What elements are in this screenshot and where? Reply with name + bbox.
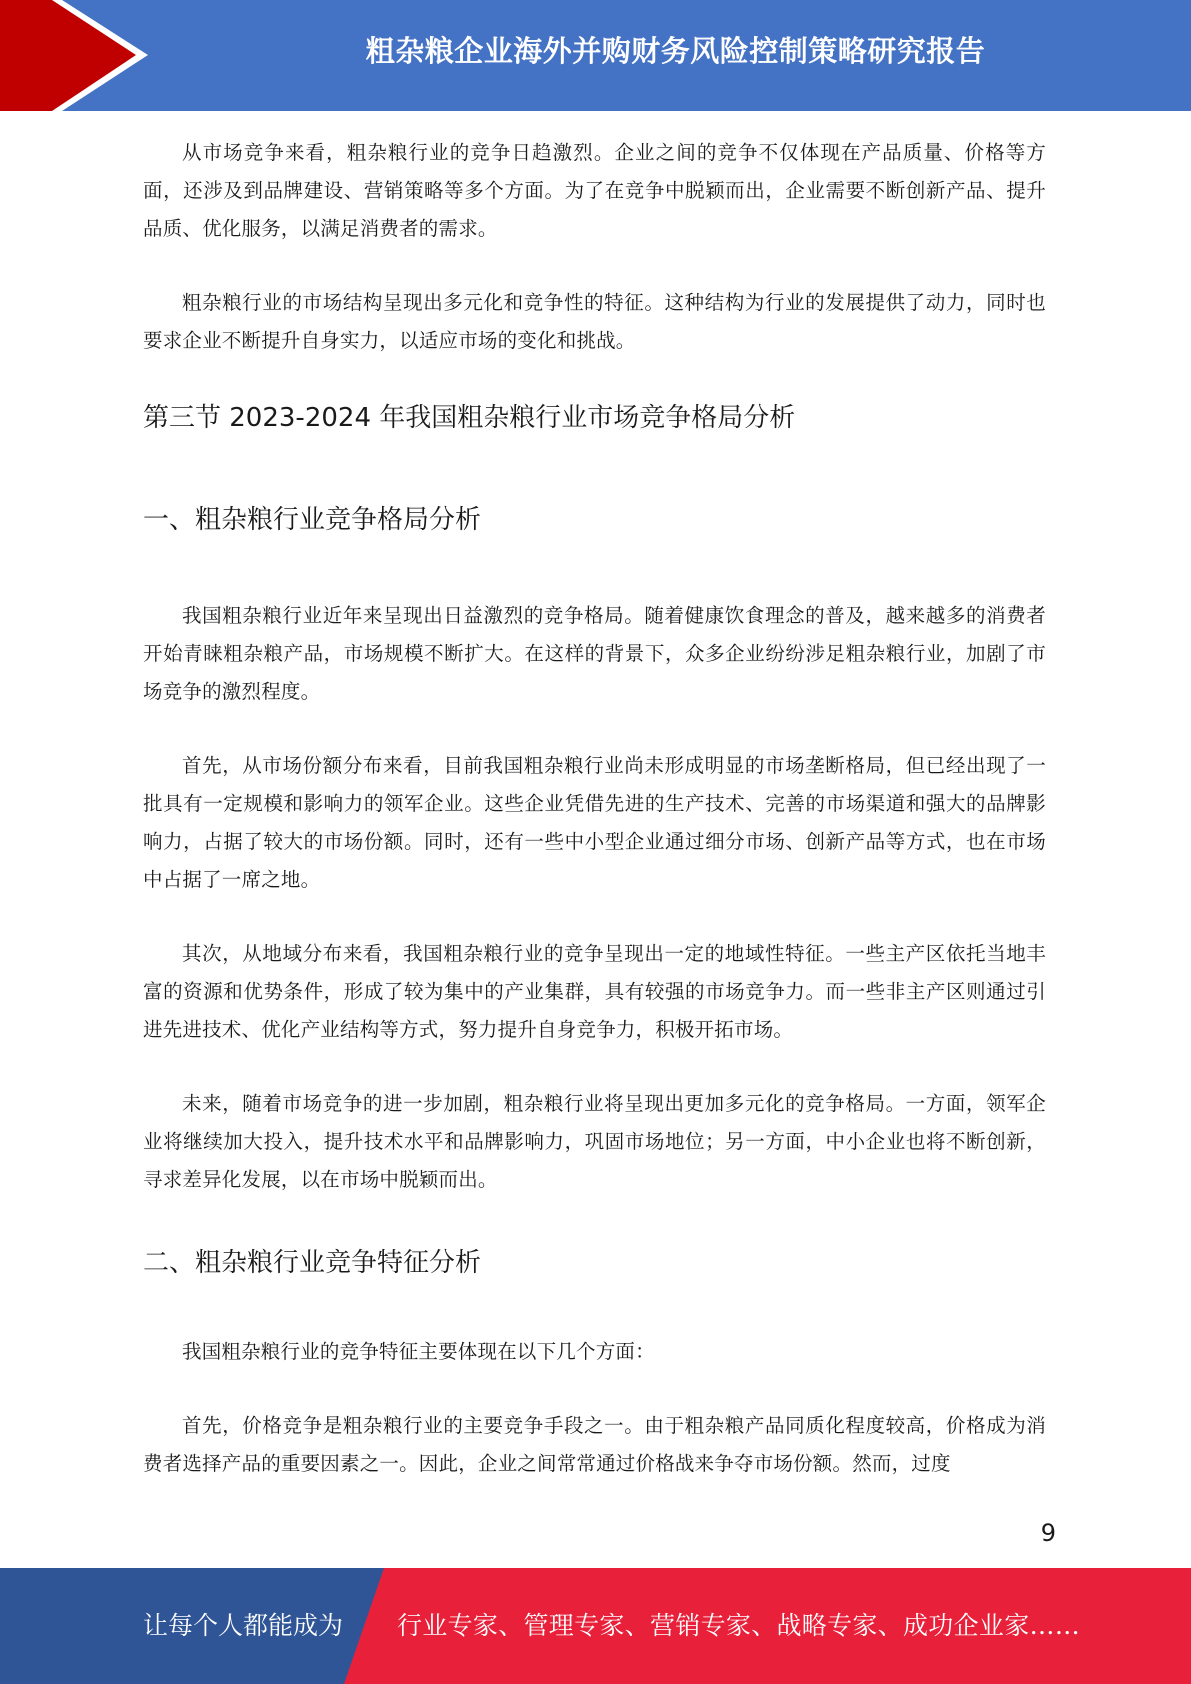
header-band <box>0 0 1191 111</box>
document-body <box>143 134 1046 1483</box>
paragraph: 我国粗杂粮行业近年来呈现出日益激烈的竞争格局。随着健康饮食理念的普及，越来越多的消费者开始青睐粗杂粮产品，市场规模不断扩大。在这样的背景下，众多企业纷纷涉足粗杂粮行业，加剧了市场竞争的激烈程度。 <box>143 604 1046 703</box>
header-arrow-icon <box>0 0 160 111</box>
footer-slogan-left: 让每个人都能成为 <box>143 1611 344 1640</box>
paragraph: 从市场竞争来看，粗杂粮行业的竞争日趋激烈。企业之间的竞争不仅体现在产品质量、价格等方面，还涉及到品牌建设、营销策略等多个方面。为了在竞争中脱颖而出，企业需要不断创新产品、提升品质、优化服务，以满足消费者的需求。 <box>143 141 1046 240</box>
subsection-heading: 二、粗杂粮行业竞争特征分析 <box>143 1248 482 1278</box>
paragraph: 未来，随着市场竞争的进一步加剧，粗杂粮行业将呈现出更加多元化的竞争格局。一方面，领军企业将继续加大投入，提升技术水平和品牌影响力，巩固市场地位；另一方面，中小企业也将不断创新，寻求差异化发展，以在市场中脱颖而出。 <box>143 1092 1046 1191</box>
paragraph: 其次，从地域分布来看，我国粗杂粮行业的竞争呈现出一定的地域性特征。一些主产区依托当地丰富的资源和优势条件，形成了较为集中的产业集群，具有较强的市场竞争力。而一些非主产区则通过引进先进技术、优化产业结构等方式，努力提升自身竞争力，积极开拓市场。 <box>143 942 1046 1041</box>
footer-slogan-right: 行业专家、管理专家、营销专家、战略专家、成功企业家…… <box>397 1611 1081 1640</box>
paragraph: 首先，从市场份额分布来看，目前我国粗杂粮行业尚未形成明显的市场垄断格局，但已经出现了一批具有一定规模和影响力的领军企业。这些企业凭借先进的生产技术、完善的市场渠道和强大的品牌影响力，占据了较大的市场份额。同时，还有一些中小型企业通过细分市场、创新产品等方式，也在市场中占据了一席之地。 <box>143 754 1046 891</box>
paragraph: 粗杂粮行业的市场结构呈现出多元化和竞争性的特征。这种结构为行业的发展提供了动力，同时也要求企业不断提升自身实力，以适应市场的变化和挑战。 <box>143 291 1046 352</box>
footer-band <box>0 1568 1191 1684</box>
section-heading: 第三节 2023-2024 年我国粗杂粮行业市场竞争格局分析 <box>143 403 796 433</box>
subsection-heading: 一、粗杂粮行业竞争格局分析 <box>143 505 482 535</box>
report-title: 粗杂粮企业海外并购财务风险控制策略研究报告 <box>365 34 986 68</box>
page-number: 9 <box>1040 1519 1056 1547</box>
paragraph: 首先，价格竞争是粗杂粮行业的主要竞争手段之一。由于粗杂粮产品同质化程度较高，价格成为消费者选择产品的重要因素之一。因此，企业之间常常通过价格战来争夺市场份额。然而，过度 <box>143 1414 1046 1475</box>
paragraph: 我国粗杂粮行业的竞争特征主要体现在以下几个方面： <box>182 1340 655 1363</box>
